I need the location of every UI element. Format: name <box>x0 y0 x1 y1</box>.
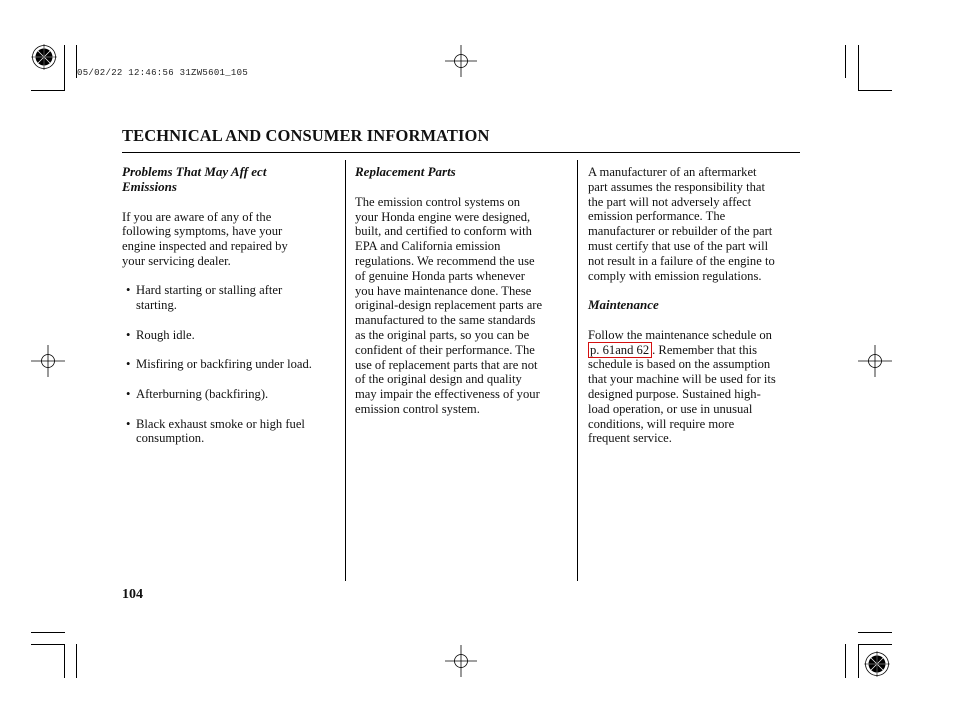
print-stamp: 05/02/22 12:46:56 31ZW5601_105 <box>77 68 249 78</box>
crop-mark <box>858 644 892 645</box>
bullet-icon: • <box>126 416 131 431</box>
list-item: • Hard starting or stalling after starting. <box>126 283 283 313</box>
list-item: • Black exhaust smoke or high fuel consumption. <box>126 416 305 446</box>
star-target-top-left-icon <box>31 44 57 70</box>
crop-mark <box>31 632 65 633</box>
column-divider <box>345 160 346 581</box>
column-emission-problems <box>122 165 338 446</box>
aftermarket-paragraph: A manufacturer of an aftermarket part assumes the responsibility that the part will not adversely affect emission performance. The manufacturer or rebuilder of the part must certify that use of the part will not result in a failure of the engine to comply with emission regulations. <box>588 165 775 283</box>
symptom-list <box>122 283 338 446</box>
list-item: • Afterburning (backfiring). <box>126 386 269 401</box>
column-replacement-parts <box>355 165 573 417</box>
crop-mark <box>845 45 846 78</box>
registration-target-bottom-icon <box>445 645 477 677</box>
column-aftermarket-maintenance <box>588 165 803 446</box>
intro-paragraph: If you are aware of any of the following symptoms, have your engine inspected and repaired by your servicing dealer. <box>122 209 288 268</box>
crop-mark <box>858 644 859 678</box>
section-heading-problems: Problems That May Aff ect Emissions <box>122 164 267 194</box>
registration-target-left-icon <box>31 345 65 377</box>
crop-mark <box>858 90 892 91</box>
bullet-icon: • <box>126 386 131 401</box>
crop-mark <box>858 632 892 633</box>
crop-mark <box>845 644 846 678</box>
section-heading-maintenance: Maintenance <box>588 296 659 312</box>
crop-mark <box>31 644 65 645</box>
bullet-icon: • <box>126 283 131 298</box>
title-divider <box>122 152 800 153</box>
page-reference-link[interactable]: p. 61and 62 <box>588 342 652 358</box>
column-divider <box>577 160 578 581</box>
maintenance-paragraph: Follow the maintenance schedule on p. 61and 62 . Remember that this schedule is based on the assumption that your machine will be used for its designed purpose. Sustained high- load operation, or use in unusual conditions, will require more frequent service. <box>588 327 776 446</box>
bullet-icon: • <box>126 327 131 342</box>
crop-mark <box>76 644 77 678</box>
crop-mark <box>31 90 65 91</box>
page-number: 104 <box>122 587 143 602</box>
crop-mark <box>64 45 65 91</box>
list-item: • Rough idle. <box>126 327 195 342</box>
crop-mark <box>858 45 859 91</box>
crop-mark <box>64 644 65 678</box>
star-target-bottom-right-icon <box>864 651 890 677</box>
replacement-parts-paragraph: The emission control systems on your Honda engine were designed, built, and certified to conform with EPA and California emission regulations. We recommend the use of genuine Honda parts whenever you have maintenance done. These original-design replacement parts are manufactured to the same standards as the original parts, so you can be confident of their performance. The use of replacement parts that are not of the original design and quality may impair the effectiveness of your emission control system. <box>355 194 543 416</box>
bullet-icon: • <box>126 357 131 372</box>
list-item: • Misfiring or backfiring under load. <box>126 357 312 372</box>
registration-target-right-icon <box>858 345 892 377</box>
registration-target-top-icon <box>445 45 477 77</box>
section-heading-replacement-parts: Replacement Parts <box>355 164 456 179</box>
page-title: TECHNICAL AND CONSUMER INFORMATION <box>122 126 490 145</box>
